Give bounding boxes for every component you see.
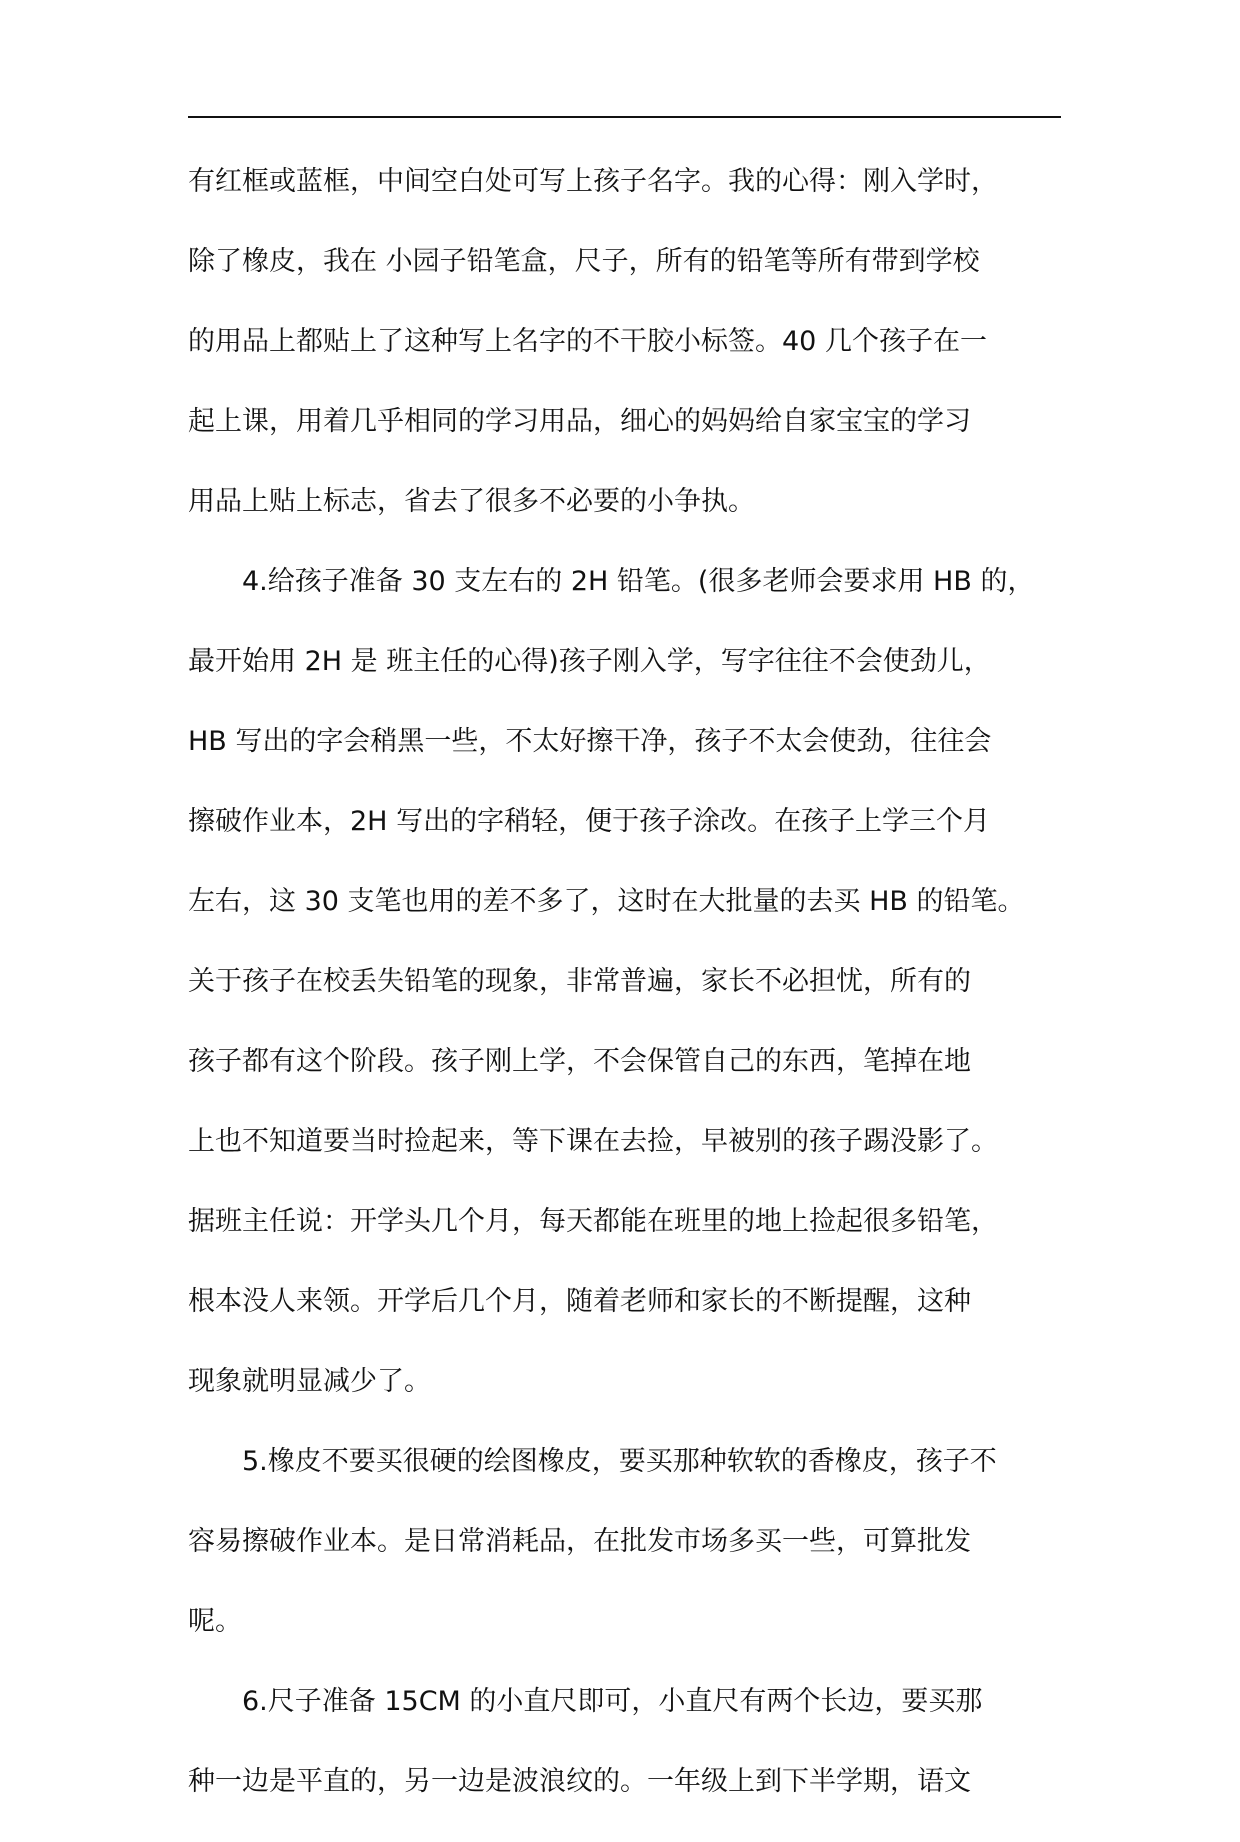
text-line: 用品上贴上标志，省去了很多不必要的小争执。 — [188, 486, 755, 517]
text-line: 有红框或蓝框，中间空白处可写上孩子名字。我的心得：刚入学时， — [188, 166, 998, 197]
text-line: 种一边是平直的，另一边是波浪纹的。一年级上到下半学期，语文 — [188, 1766, 971, 1797]
text-line: 现象就明显减少了。 — [188, 1366, 431, 1397]
text-line: 据班主任说：开学头几个月，每天都能在班里的地上捡起很多铅笔， — [188, 1206, 998, 1237]
text-line: 擦破作业本，2H 写出的字稍轻，便于孩子涂改。在孩子上学三个月 — [188, 806, 991, 837]
text-line: HB 写出的字会稍黑一些，不太好擦干净，孩子不太会使劲，往往会 — [188, 726, 992, 757]
text-line: 关于孩子在校丢失铅笔的现象，非常普遍，家长不必担忧，所有的 — [188, 966, 971, 997]
text-line: 起上课，用着几乎相同的学习用品，细心的妈妈给自家宝宝的学习 — [188, 406, 971, 437]
text-line: 容易擦破作业本。是日常消耗品，在批发市场多买一些，可算批发 — [188, 1526, 971, 1557]
text-line: 呢。 — [188, 1606, 242, 1637]
document-body — [188, 162, 1068, 1842]
text-line: 最开始用 2H 是 班主任的心得)孩子刚入学，写字往往不会使劲儿， — [188, 646, 991, 677]
header-rule — [188, 116, 1061, 118]
text-line: 左右，这 30 支笔也用的差不多了，这时在大批量的去买 HB 的铅笔。 — [188, 886, 1025, 917]
text-line: 除了橡皮，我在 小园子铅笔盒，尺子，所有的铅笔等所有带到学校 — [188, 246, 980, 277]
paragraph-4-start: 4.给孩子准备 30 支左右的 2H 铅笔。(很多老师会要求用 HB 的， — [242, 566, 1035, 597]
text-line: 孩子都有这个阶段。孩子刚上学，不会保管自己的东西，笔掉在地 — [188, 1046, 971, 1077]
text-line: 上也不知道要当时捡起来，等下课在去捡，早被别的孩子踢没影了。 — [188, 1126, 998, 1157]
text-line: 的用品上都贴上了这种写上名字的不干胶小标签。40 几个孩子在一 — [188, 326, 987, 357]
text-line: 根本没人来领。开学后几个月，随着老师和家长的不断提醒，这种 — [188, 1286, 971, 1317]
paragraph-6-start: 6.尺子准备 15CM 的小直尺即可，小直尺有两个长边，要买那 — [242, 1686, 983, 1717]
paragraph-5-start: 5.橡皮不要买很硬的绘图橡皮，要买那种软软的香橡皮，孩子不 — [242, 1446, 997, 1477]
